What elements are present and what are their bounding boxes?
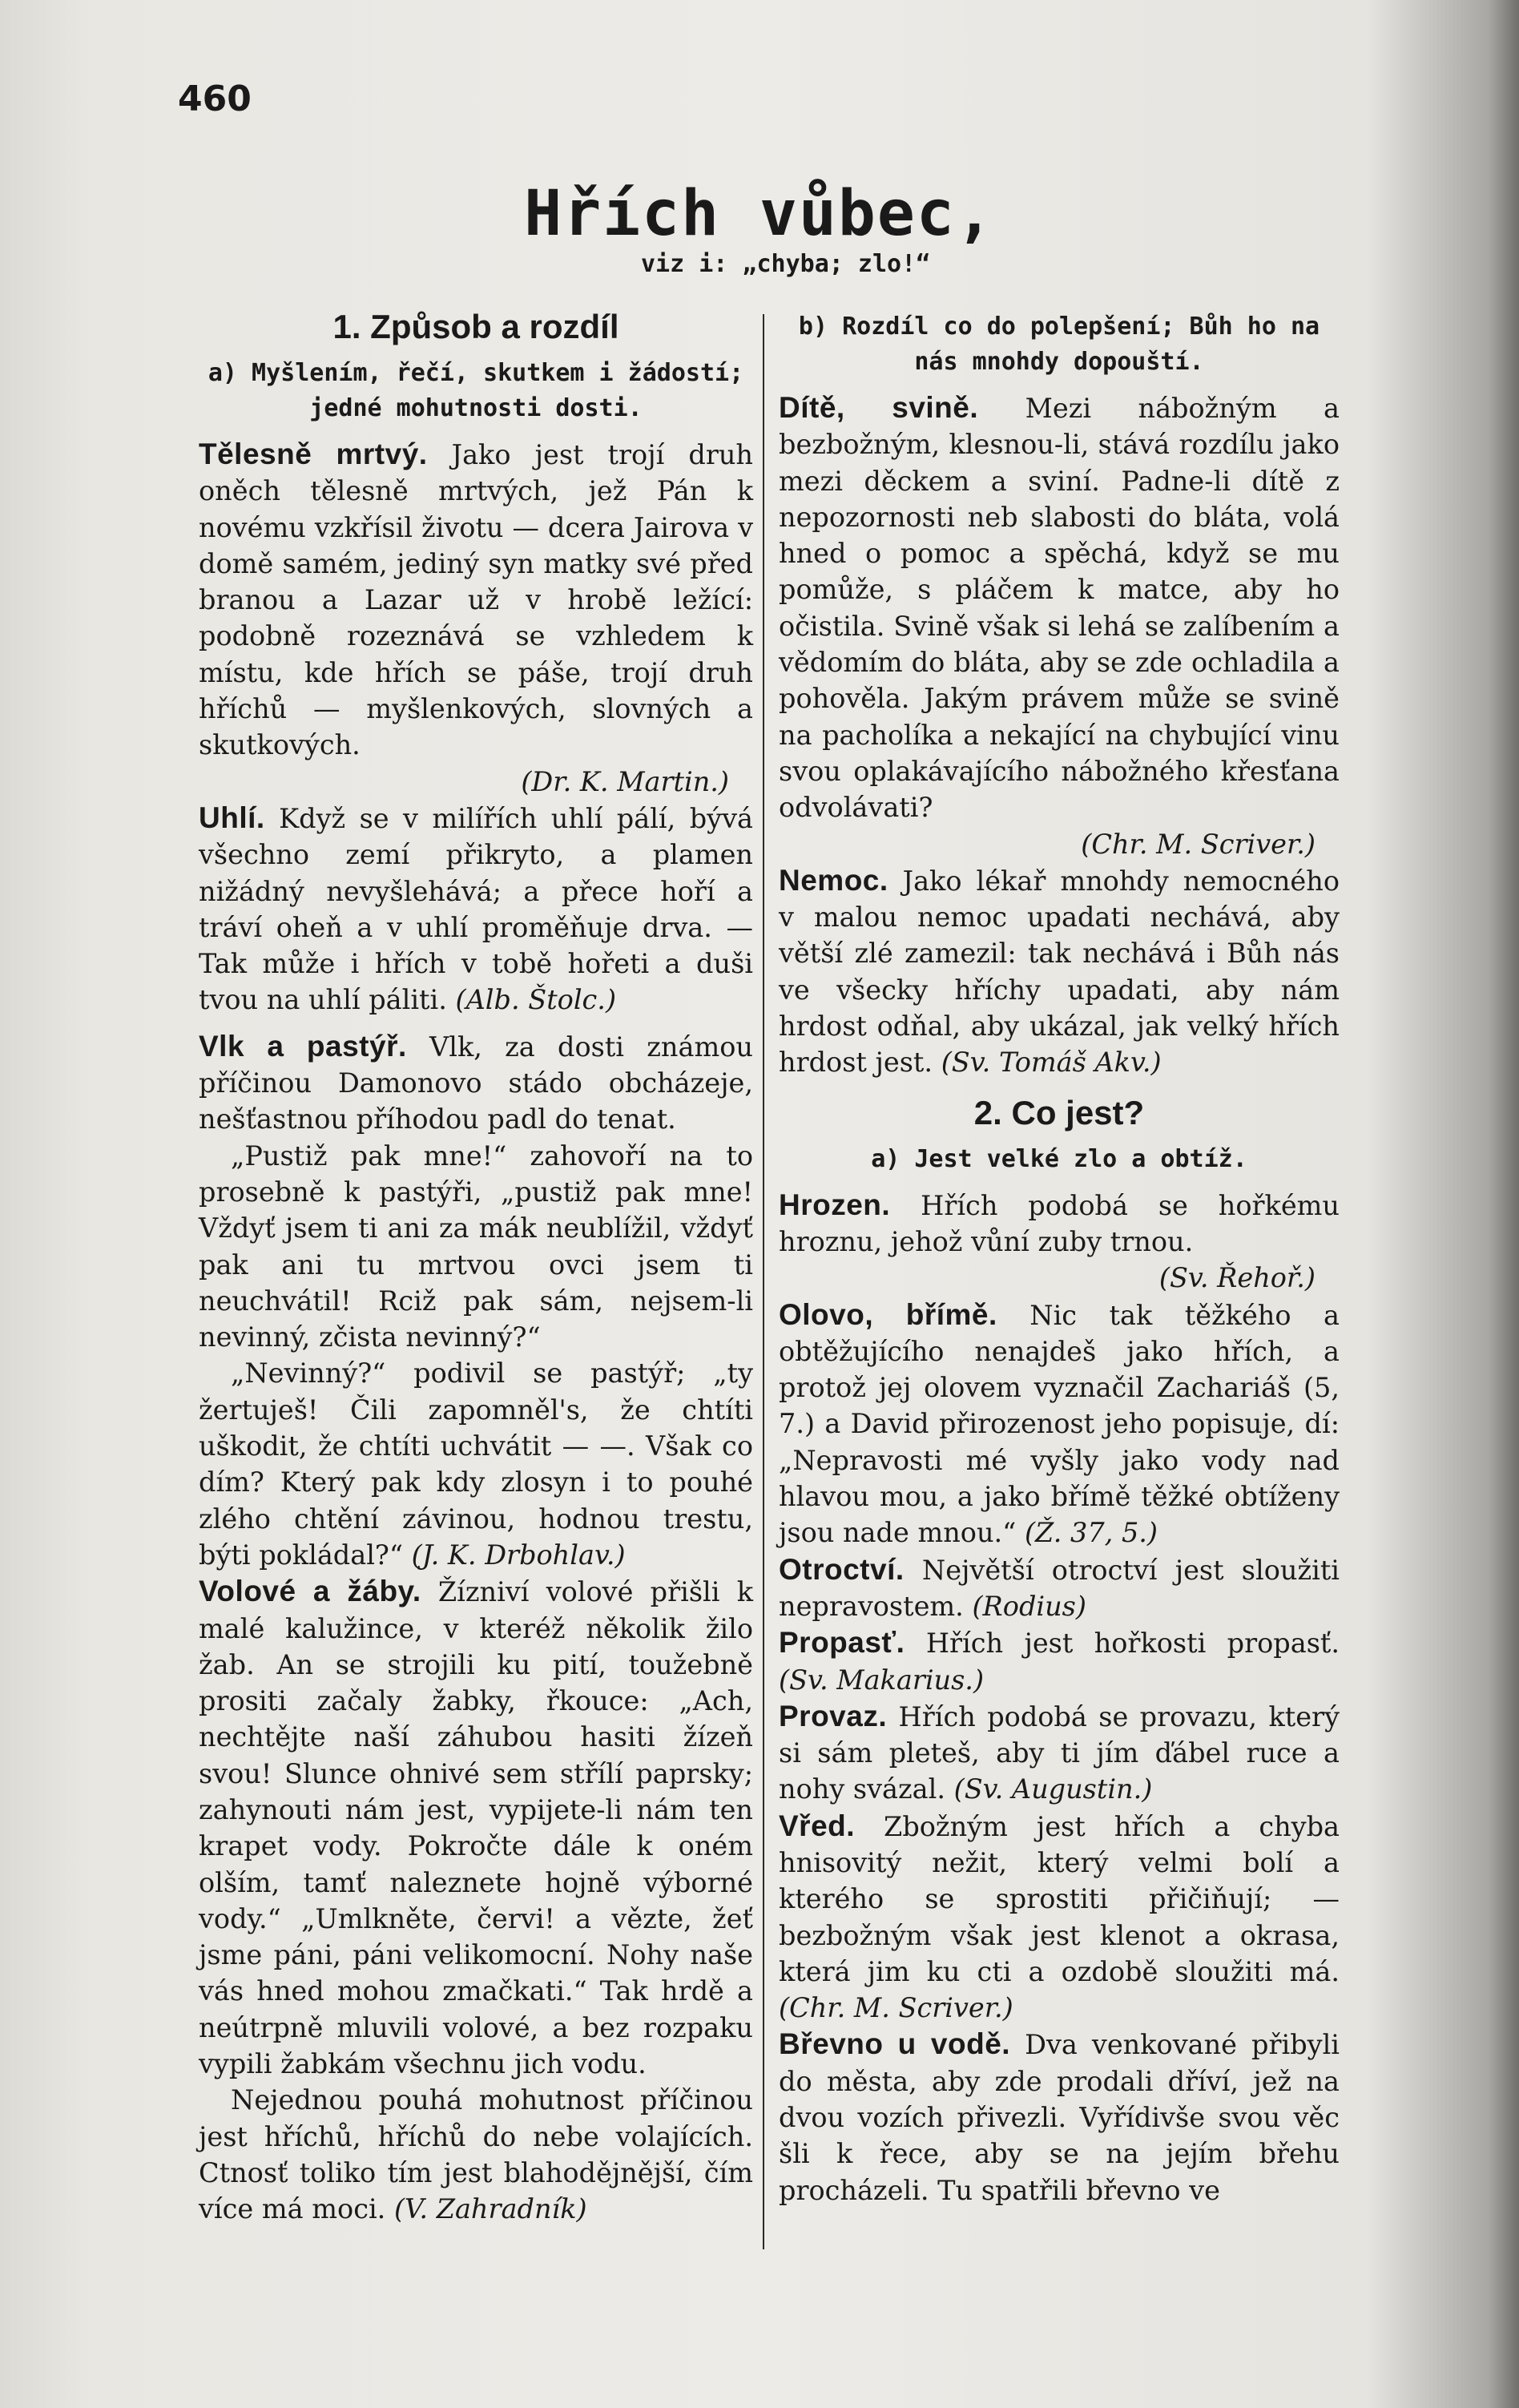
entry-text: Největší otroctví jest sloužiti nepravostem.	[779, 1554, 1340, 1622]
entry	[199, 1028, 753, 1138]
entry-source: (Dr. K. Martin.)	[521, 765, 729, 797]
entry-paragraph: „Pustiž pak mne!“ zahovoří na to prosebně k pastýři, „pustiž pak mne! Vždyť jsem ti ani za mák neublížil, vždyť pak ani tu mrtvou ovci jsem ti neuchvátil! Rciž pak sám, nejsem-li nevinný, zčista nevinný?“	[199, 1139, 753, 1353]
entry-keyword: Uhlí.	[199, 801, 265, 834]
entry-paragraph	[199, 1355, 753, 1573]
entry-source: (Sv. Makarius.)	[779, 1664, 985, 1696]
entry-keyword: Provaz.	[779, 1699, 888, 1732]
entry-text: Hřích podobá se provazu, který si sám pleteš, aby ti jím ďábel ruce a nohy svázal.	[779, 1700, 1340, 1805]
entry-keyword: Propasť.	[779, 1626, 905, 1660]
entry-keyword: Olovo, břímě.	[779, 1297, 997, 1331]
entry-text: Hřích podobá se hořkému hroznu, jehož vůní zuby trnou.	[779, 1189, 1340, 1257]
page-title: Hřích vůbec,	[524, 178, 995, 250]
subsection-heading: b) Rozdíl co do polepšení; Bůh ho na nás mnohdy dopouští.	[798, 313, 1320, 376]
entry	[779, 1297, 1340, 1551]
entry-text: Mezi nábožným a bezbožným, klesnou-li, stává rozdílu jako mezi děckem a sviní. Padne-li dítě z nepozornosti neb slabosti do bláta, volá hned o pomoc a spěchá, když se mu pomůže, s pláčem k matce, aby ho očistila. Svině však si lehá se zalíbením a vědomím do bláta, aby se zde ochladila a pohověla. Jakým právem může se svině na pacholíka a nekající na chybující vinu svou oplakávajícího nábožného křesťana odvolávati?	[779, 393, 1340, 824]
entry-keyword: Volové a žáby.	[199, 1575, 421, 1608]
entry-source: (Chr. M. Scriver.)	[1081, 828, 1316, 860]
page-number: 460	[178, 79, 252, 119]
entry	[779, 389, 1340, 826]
entry-text: Vlk, za dosti známou příčinou Damonovo stádo obcházeje, nešťastnou příhodou padl do tenat.	[199, 1031, 753, 1135]
entry-keyword: Vlk a pastýř.	[199, 1029, 407, 1063]
section-heading: 2. Co jest?	[973, 1093, 1145, 1131]
entry	[779, 1624, 1340, 1698]
entry	[779, 1698, 1340, 1808]
entry-text: Dva venkované přibyli do města, aby zde prodali dříví, jež na dvou vozích přivezli. Vyřídivše svou věc šli k řece, aby se na jejím břehu procházeli. Tu spatřili břevno ve	[779, 2029, 1340, 2206]
entry-text: Zbožným jest hřích a chyba hnisovitý nežit, který velmi bolí a kterého se sprostiti přičiňují; — bezbožným však jest klenot a okrasa, která jim ku cti a ozdobě sloužiti má.	[779, 1810, 1340, 1987]
subsection-heading: a) Myšlením, řečí, skutkem i žádostí; jedné mohutnosti dosti.	[208, 359, 744, 422]
entry-source: (Sv. Řehoř.)	[1158, 1262, 1316, 1294]
section-heading: 1. Způsob a rozdíl	[332, 308, 619, 345]
entry	[199, 1573, 753, 2082]
entry-keyword: Tělesně mrtvý.	[199, 438, 428, 470]
entry-source: (Sv. Tomáš Akv.)	[941, 1047, 1162, 1079]
entry-source: (V. Zahradník)	[393, 2193, 587, 2225]
entry-source: (Rodius)	[972, 1590, 1086, 1622]
entry-keyword: Nemoc.	[779, 863, 888, 897]
entry-text: „Nevinný?“ podivil se pastýř; „ty žertuješ! Čili zapomněl's, že chtíti uškodit, že chtíti uchvátit — —. Však co dím? Který pak kdy zlosyn i to pouhé zlého chtění závinou, hodnou trestu, býti pokládal?“	[199, 1357, 753, 1571]
entry	[779, 1808, 1340, 2027]
entry-source: (Alb. Štolc.)	[455, 984, 617, 1016]
entry-keyword: Hrozen.	[779, 1188, 891, 1221]
entry-text: Hřích jest hořkosti propasť.	[925, 1628, 1340, 1660]
see-also-note: viz i: „chyba; zlo!“	[641, 250, 931, 278]
entry	[199, 436, 753, 764]
column-divider	[763, 314, 764, 2249]
entry	[779, 862, 1340, 1081]
entry-text: Jako lékař mnohdy nemocného v malou nemoc upadati nechává, aby větší zlé zamezil: tak nechává i Bůh nás ve všecky hříchy upadati, aby nám hrdost odňal, aby ukázal, jak velký hřích hrdost jest.	[779, 865, 1340, 1079]
entry-text: Když se v milířích uhlí pálí, bývá všechno zemí přikryto, a plamen nižádný nevyšlehává; a přece hoří a tráví oheň a v uhlí proměňuje drva. — Tak může i hřích v tobě hořeti a duši tvou na uhlí páliti.	[199, 802, 753, 1016]
entry	[199, 800, 753, 1018]
entry-source: (Chr. M. Scriver.)	[779, 1992, 1013, 2024]
right-column	[779, 305, 1340, 2208]
entry-text: Jako jest trojí druh oněch tělesně mrtvých, jež Pán k novému vzkřísil životu — dcera Jairova v domě samém, jediný syn matky své před branou a Lazar už v hrobě ležící: podobně rozeznává se vzhledem k místu, kde hřích se páše, trojí druh hříchů — myšlenkových, slovných a skutkových.	[199, 439, 753, 761]
entry-keyword: Břevno u vodě.	[779, 2027, 1011, 2061]
entry-source: (Ž. 37, 5.)	[1024, 1517, 1158, 1549]
entry-source: (Sv. Augustin.)	[953, 1773, 1153, 1805]
subsection-heading: a) Jest velké zlo a obtíž.	[871, 1144, 1247, 1173]
entry-text: Nic tak těžkého a obtěžujícího nenajdeš jako hřích, a protož jej olovem vyznačil Zachariáš (5, 7.) a David přirozenost jeho popisuje, dí: „Nepravosti mé vyšly jako vody nad hlavou mou, a jako břímě těžké obtíženy jsou nade mnou.“	[779, 1299, 1340, 1549]
entry-text: Nejednou pouhá mohutnost příčinou jest hříchů, hříchů do nebe volajících. Ctnosť toliko tím jest blahodějnější, čím více má moci.	[199, 2084, 753, 2225]
entry	[779, 1551, 1340, 1625]
entry	[779, 1187, 1340, 1260]
entry-source: (J. K. Drbohlav.)	[411, 1539, 626, 1571]
left-column	[199, 305, 753, 2228]
entry-keyword: Vřed.	[779, 1809, 856, 1842]
entry-text: Žízniví volové přišli k malé kalužince, v kteréž několik žilo žab. An se strojili ku pití, toužebně prositi začaly žabky, řkouce: „Ach, nechtějte naší záhubou hasiti žízeň svou! Slunce ohnivé sem střílí paprsky; zahynouti nám jest, vypijete-li nám ten krapet vody. Pokročte dále k oném olším, tamť naleznete hojně výborné vody.“ „Umlkněte, červi! a vězte, žeť jsme páni, páni velikomocní. Nohy naše vás hned mohou zmačkati.“ Tak hrdě a neútrpně mluvili volové, a bez rozpaku vypili žabkám všechnu jich vodu.	[199, 1576, 753, 2080]
entry-paragraph	[199, 2082, 753, 2227]
entry	[779, 2026, 1340, 2208]
entry-keyword: Dítě, svině.	[779, 391, 979, 424]
entry-keyword: Otroctví.	[779, 1552, 905, 1586]
